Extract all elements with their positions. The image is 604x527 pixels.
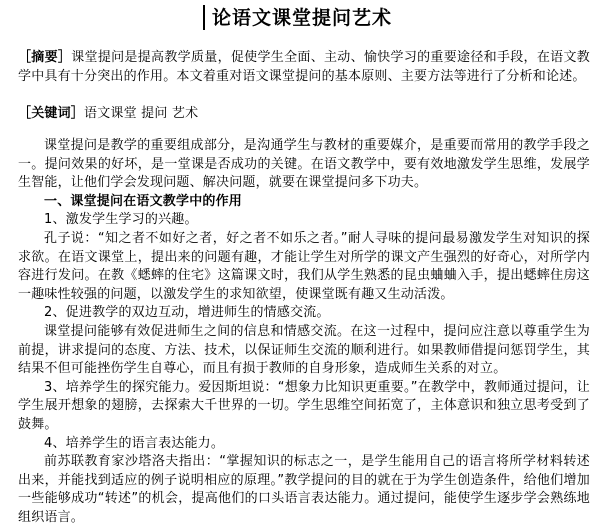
keywords-text: 语文课堂 提问 艺术	[84, 106, 199, 121]
abstract-label: ［摘要］	[18, 50, 72, 65]
document-title: 论语文课堂提问艺术	[211, 7, 392, 29]
keywords-paragraph	[18, 105, 590, 124]
abstract-text: 课堂提问是提高教学质量，促使学生全面、主动、愉快学习的重要途径和手段，在语文教学中具有十分突出的作用。本文着重对语文课堂提问的基本原则、主要方法等进行了分析和论述。	[18, 50, 590, 84]
intro-paragraph: 课堂提问是教学的重要组成部分，是沟通学生与教材的重要媒介，是重要而常用的教学手段之一。提问效果的好坏，是一堂课是否成功的关键。在语文教学中，要有效地激发学生思维，发展学生智能，让他们学会发现问题、解决问题，就要在课堂提问多下功夫。	[18, 138, 590, 191]
section-heading: 一、课堂提问在语文教学中的作用	[44, 193, 243, 209]
document-body	[18, 137, 590, 527]
point-paragraph: 课堂提问能够有效促进师生之间的信息和情感交流。在这一过程中，提问应注意以尊重学生为前提，讲求提问的态度、方法、技术，以保证师生交流的顺利进行。如果教师借提问惩罚学生，其结果不但可能挫伤学生自尊心，而且有损于教师的自身形象，造成师生关系的对立。	[18, 323, 590, 377]
abstract-paragraph	[18, 49, 590, 86]
keywords-label: ［关键词］	[18, 106, 85, 121]
point-paragraph: 3、培养学生的探究能力。爱因斯坦说：“想象力比知识更重要。”在教学中，教师通过提问，让学生展开想象的翅膀，去探索大千世界的一切。学生思维空间拓宽了，主体意识和独立思考受到了鼓舞。	[18, 379, 590, 432]
point-heading: 1、激发学生学习的兴趣。	[44, 212, 198, 228]
point-paragraph: 前苏联教育家沙塔洛夫指出：“掌握知识的标志之一，是学生能用自己的语言将所学材料转述出来，并能找到适应的例子说明相应的原理。”教学提问的目的就在于为学生创造条件，给他们增加一些能够成功“转述”的机会，提高他们的口头语言表达能力。通过提问，能使学生逐步学会熟练地组织语言。	[18, 454, 590, 525]
point-heading: 4、培养学生的语言表达能力。	[44, 435, 225, 451]
point-paragraph: 孔子说：“知之者不如好之者，好之者不如乐之者。”耐人寻味的提问最易激发学生对知识的探求欲。在语文课堂上，提出来的问题有趣，才能让学生对所学的课文产生强烈的好奇心，对所学内容进行发问。在教《蟋蟀的住宅》这篇课文时，我们从学生熟悉的昆虫蛐蛐入手，提出蟋蟀住房这一趣味性较强的问题，以激发学生的求知欲望，使课堂既有趣又生动活泼。	[18, 230, 590, 302]
point-heading: 2、促进教学的双边互动，增进师生的情感交流。	[44, 305, 330, 321]
